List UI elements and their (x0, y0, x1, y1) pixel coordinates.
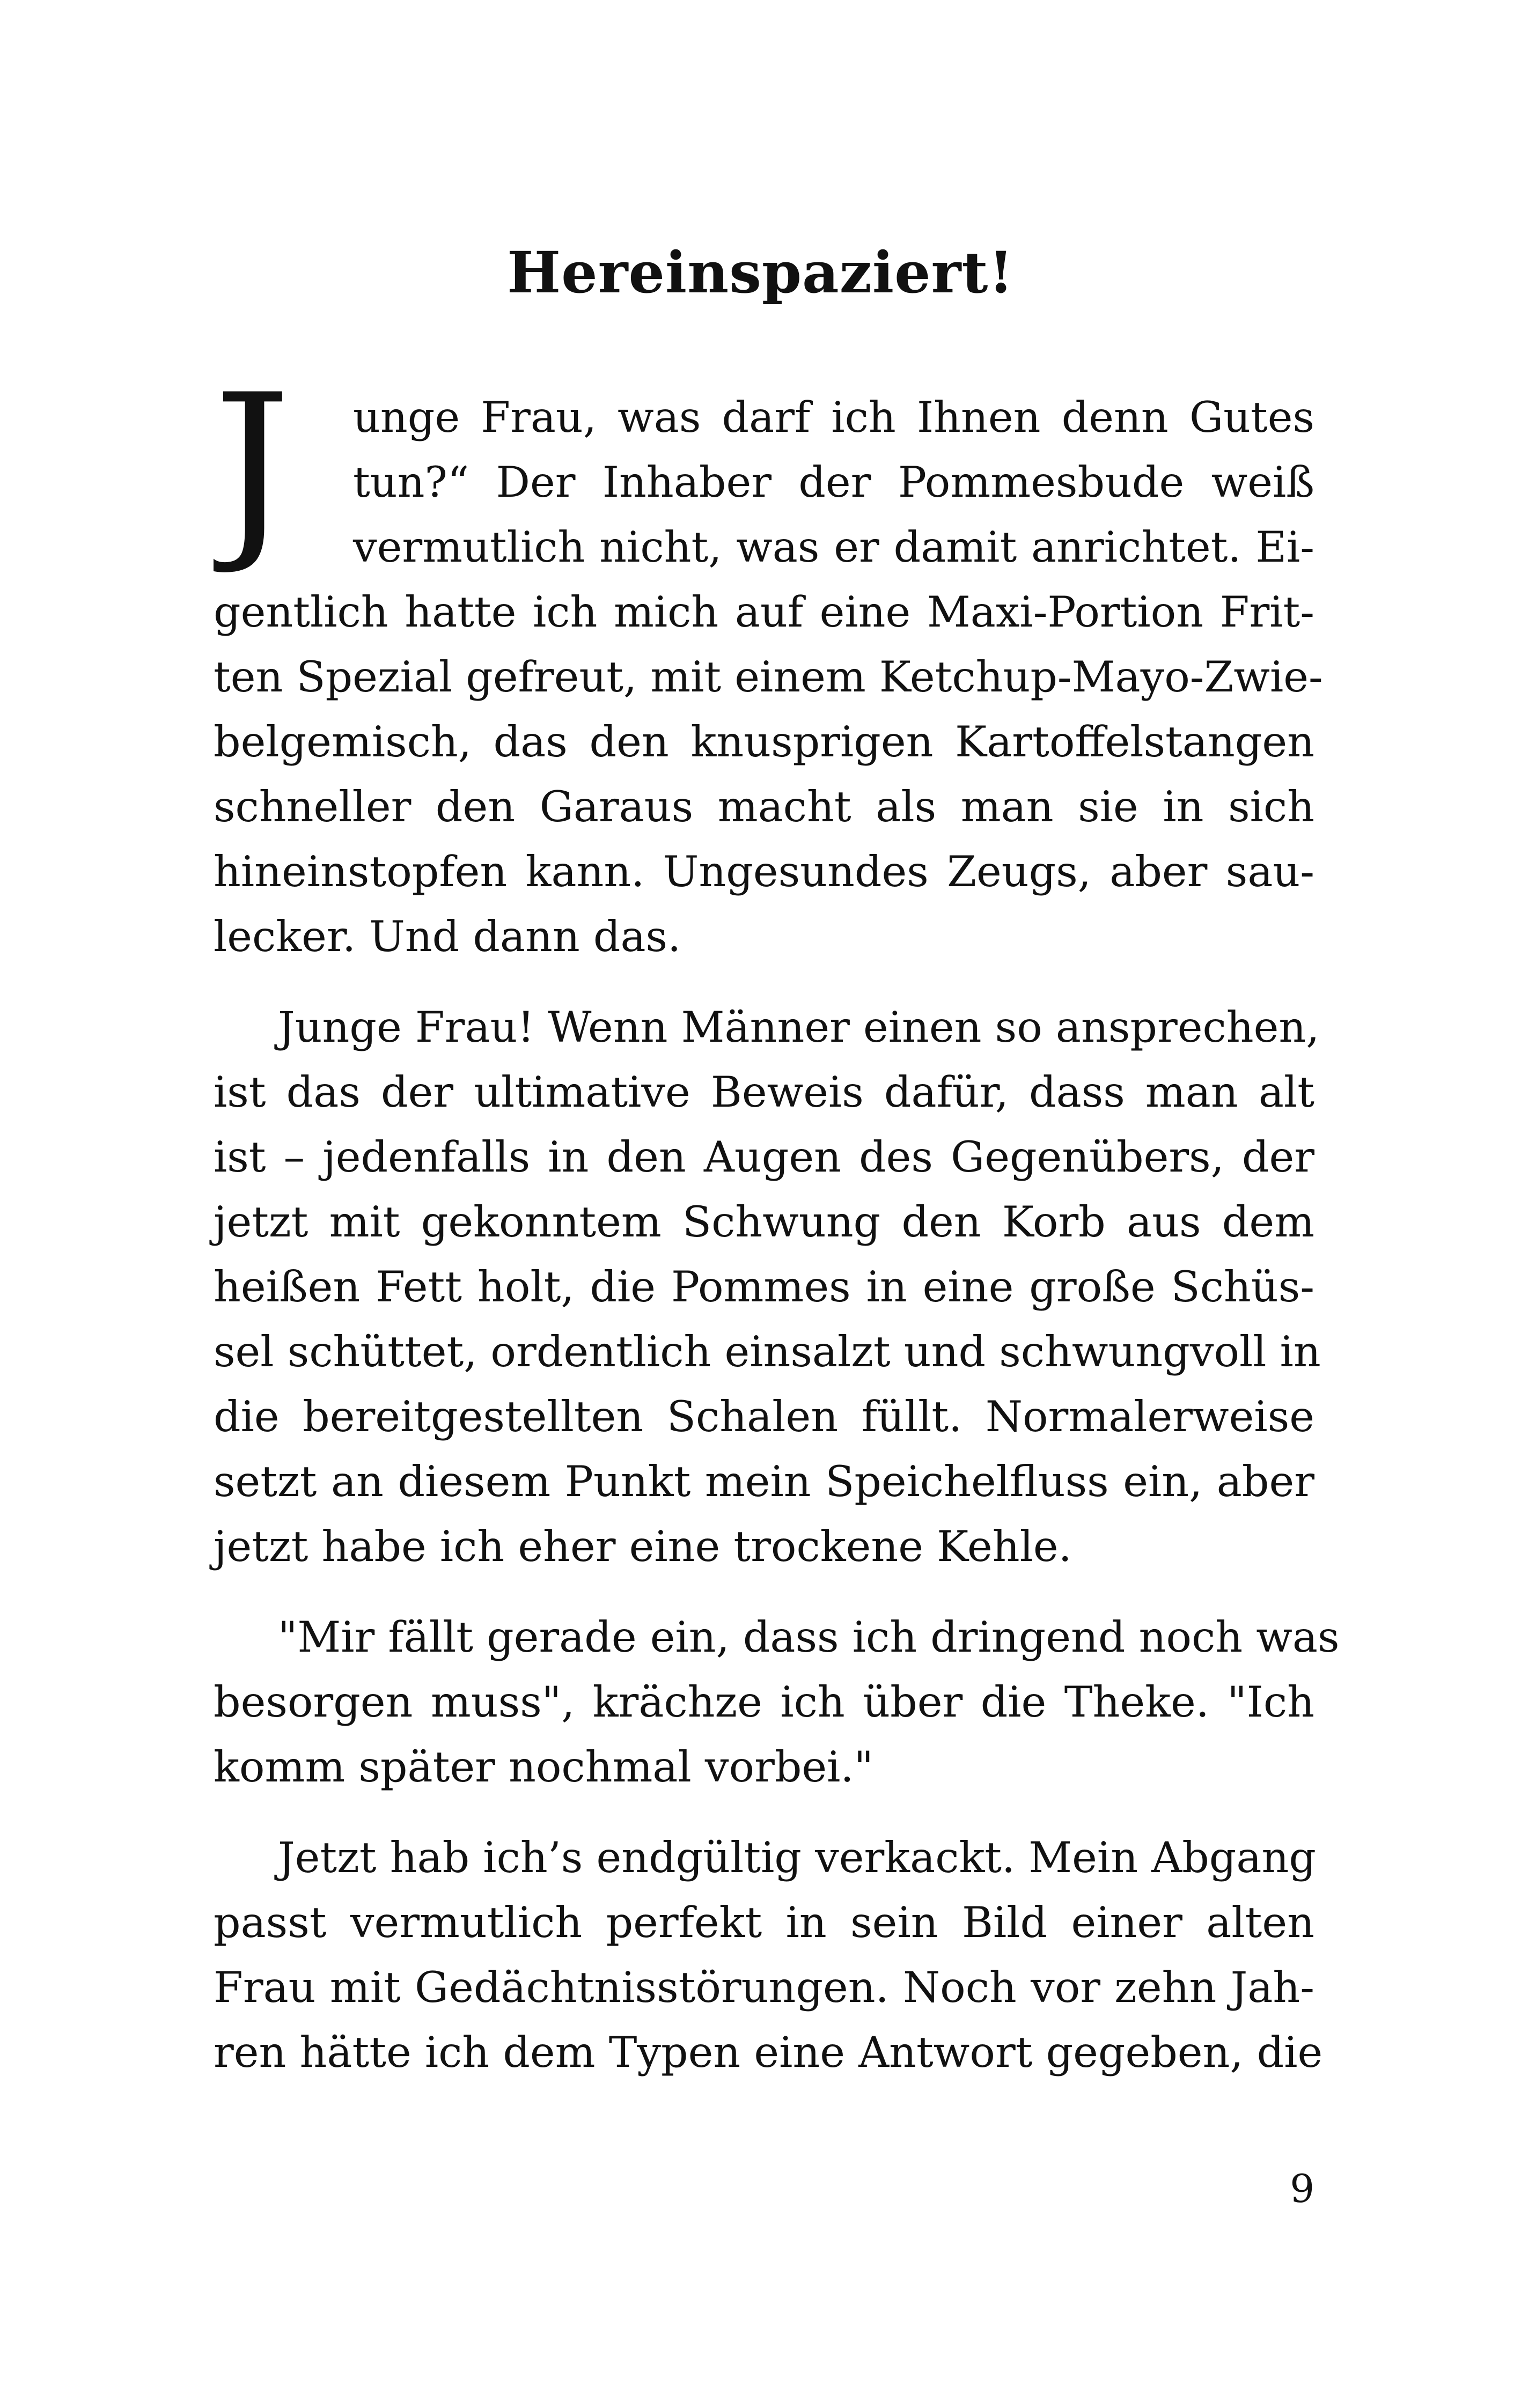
text-line: lecker. Und dann das. (214, 912, 681, 961)
paragraph-gap (214, 969, 1314, 995)
text-line: komm später nochmal vorbei." (214, 1742, 873, 1792)
text-line: Frau mit Gedächtnisstörungen. Noch vor zehn Jah- (214, 1963, 1314, 2012)
chapter-title: Hereinspaziert! (507, 239, 1014, 306)
paragraph-4 (214, 1825, 1323, 2085)
text-line: ren hätte ich dem Typen eine Antwort gegeben, die (214, 2028, 1323, 2077)
drop-cap-letter: J (214, 385, 291, 578)
text-line: unge Frau, was darf ich Ihnen denn Gutes (353, 393, 1314, 442)
paragraph-1 (214, 385, 1323, 969)
paragraph-3 (214, 1605, 1340, 1800)
text-line: ist – jedenfalls in den Augen des Gegenübers, der (214, 1132, 1314, 1182)
text-line: tun?“ Der Inhaber der Pommesbude weiß (353, 458, 1314, 507)
text-line: vermutlich nicht, was er damit anrichtet. Ei- (353, 522, 1314, 572)
text-line: belgemisch, das den knusprigen Kartoffelstangen (214, 717, 1314, 767)
page-number: 9 (1290, 2166, 1314, 2211)
paragraph-gap (214, 1800, 1314, 1825)
text-line: Junge Frau! Wenn Männer einen so ansprechen, (278, 1003, 1320, 1052)
paragraph-gap (214, 1579, 1314, 1605)
text-line: besorgen muss", krächze ich über die Theke. "Ich (214, 1677, 1314, 1727)
text-line: Jetzt hab ich’s endgültig verkackt. Mein Abgang (278, 1833, 1316, 1882)
text-line: jetzt mit gekonntem Schwung den Korb aus dem (214, 1197, 1314, 1247)
drop-cap-block (214, 385, 1314, 580)
text-line: heißen Fett holt, die Pommes in eine große Schüs- (214, 1262, 1314, 1312)
text-line: "Mir fällt gerade ein, dass ich dringend noch was (278, 1612, 1340, 1662)
text-line: schneller den Garaus macht als man sie in sich (214, 782, 1314, 831)
text-line: die bereitgestellten Schalen füllt. Normalerweise (214, 1392, 1314, 1441)
body-text (214, 385, 1340, 2085)
paragraph-2 (214, 995, 1321, 1579)
text-line: sel schüttet, ordentlich einsalzt und schwungvoll in (214, 1327, 1321, 1376)
text-line: hineinstopfen kann. Ungesundes Zeugs, aber sau- (214, 847, 1314, 896)
text-line: gentlich hatte ich mich auf eine Maxi-Portion Frit- (214, 587, 1314, 637)
text-line: jetzt habe ich eher eine trockene Kehle. (214, 1522, 1072, 1571)
text-line: passt vermutlich perfekt in sein Bild einer alten (214, 1898, 1314, 1947)
text-line: setzt an diesem Punkt mein Speichelfluss ein, aber (214, 1457, 1314, 1506)
text-line: ten Spezial gefreut, mit einem Ketchup-Mayo-Zwie- (214, 652, 1323, 702)
text-line: ist das der ultimative Beweis dafür, dass man alt (214, 1067, 1314, 1117)
